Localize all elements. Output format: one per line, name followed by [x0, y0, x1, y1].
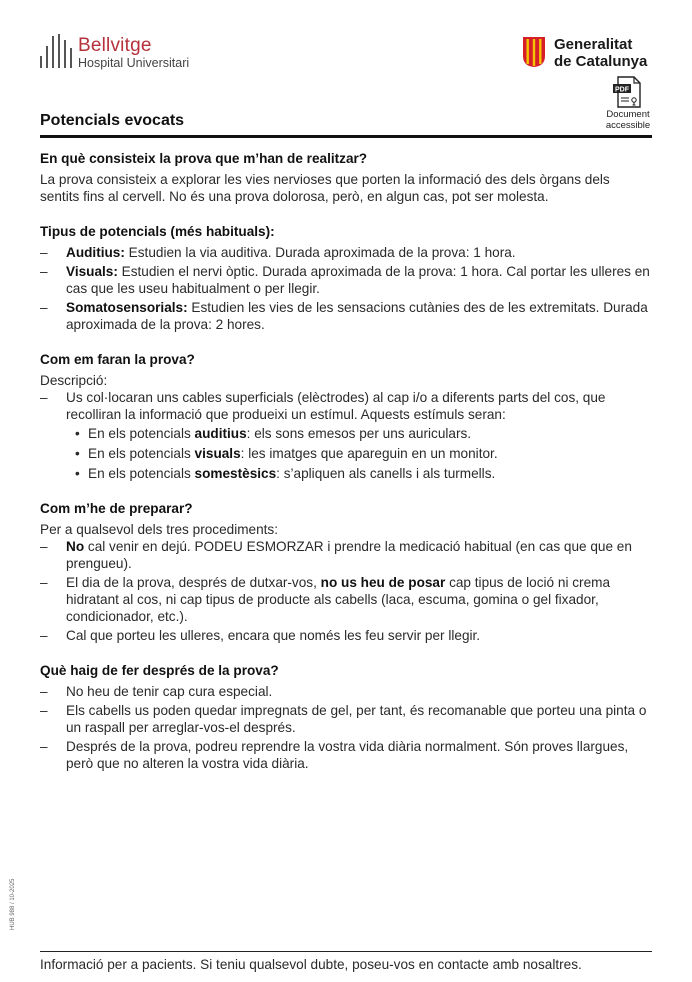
bullet-bold: visuals [194, 446, 241, 461]
gov-name-line2: de Catalunya [554, 53, 648, 70]
section-procedure [40, 351, 652, 482]
title-divider [40, 135, 652, 138]
list-item [40, 627, 652, 644]
item-bold: Somatosensorials: [66, 300, 188, 315]
section-after-test [40, 662, 652, 772]
hospital-logo [40, 34, 189, 70]
bullet-bold: somestèsics [194, 466, 277, 481]
accessible-label-line1: Document [606, 109, 650, 120]
list-item [40, 574, 652, 625]
list-item [40, 538, 652, 572]
list-item: – Després de la prova, podreu reprendre la vostra vida diària normalment. Són proves llargues, però que no alteren la vostra vida diària. [40, 738, 652, 772]
document-code: HUB 988 / 10-2025 [10, 878, 16, 930]
item-text: Estudien la via auditiva. Durada aproximada de la prova: 1 hora. [124, 245, 516, 260]
bullet-text: : les imatges que apareguin en un monitor. [240, 446, 498, 461]
item-text: Estudien les vies de les sensacions cutànies des de les extremitats. Durada aproximada de la prova: 2 hores. [66, 300, 648, 332]
list-item [40, 263, 652, 297]
bullet-text: : s’apliquen als canells i als turmells. [276, 466, 496, 481]
catalan-shield-icon [522, 36, 546, 68]
list-item [40, 299, 652, 333]
item-text: El dia de la prova, després de dutxar-vos, [66, 575, 321, 590]
footer-text: Informació per a pacients. Si teniu qualsevol dubte, poseu-vos en contacte amb nosaltres. [40, 957, 582, 972]
list-item [40, 389, 652, 482]
list-item [40, 244, 652, 261]
item-bold: Visuals: [66, 264, 118, 279]
list-item: – Els cabells us poden quedar impregnats de gel, per tant, és recomanable que porteu una pinta o un raspall per arreglar-vos-el després. [40, 702, 652, 736]
accessible-document-badge [598, 76, 658, 131]
accessible-label-line2: accessible [605, 120, 651, 131]
bullet-text: En els potencials [88, 466, 195, 481]
bullet-text: En els potencials [88, 446, 195, 461]
item-text: Estudien el nervi òptic. Durada aproximada de la prova: 1 hora. Cal portar les ulleres en cas que les useu habitualment o per llegir. [66, 264, 650, 296]
hospital-name: Bellvitge [78, 35, 152, 56]
pdf-document-icon [610, 76, 646, 108]
section-text: La prova consisteix a explorar les vies nervioses que porten la informació des dels òrgans dels sentits fins al cervell. No és una prova dolorosa, però, en algun cas, pot ser molesta. [40, 172, 610, 204]
document-title: Potencials evocats [40, 112, 185, 129]
bullet-item [66, 445, 652, 462]
list-item: – No heu de tenir cap cura especial. [40, 683, 652, 700]
section-what-is-test [40, 150, 652, 205]
item-text: Cal que porteu les ulleres, encara que només les feu servir per llegir. [66, 628, 481, 643]
gov-name-line1: Generalitat [554, 36, 633, 53]
bullet-text: En els potencials [88, 426, 195, 441]
section-heading: Tipus de potencials (més habituals): [40, 224, 275, 239]
section-heading: Què haig de fer després de la prova? [40, 663, 279, 678]
generalitat-logo [522, 36, 647, 70]
bullet-text: : els sons emesos per uns auriculars. [246, 426, 472, 441]
bullet-item [66, 465, 652, 482]
section-intro: Descripció: [40, 373, 108, 388]
footer-divider [40, 951, 652, 952]
section-preparation [40, 500, 652, 644]
item-bold: No [66, 539, 85, 554]
section-heading: Com em faran la prova? [40, 352, 195, 367]
section-heading: En què consisteix la prova que m’han de realitzar? [40, 151, 368, 166]
hospital-bars-icon [40, 34, 76, 68]
item-text: cal venir en dejú. PODEU ESMORZAR i prendre la medicació habitual (en cas que que en prengueu). [66, 539, 632, 571]
document-body [40, 150, 652, 790]
bullet-bold: auditius [194, 426, 247, 441]
hospital-subtitle: Hospital Universitari [78, 56, 190, 70]
section-intro: Per a qualsevol dels tres procediments: [40, 522, 279, 537]
section-heading: Com m’he de preparar? [40, 501, 193, 516]
item-bold: Auditius: [66, 245, 125, 260]
item-text: cap tipus de loció ni crema hidratant al cos, ni cap tipus de producte als cabells (laca, escuma, gomina o gel fixador, condicionador, etc.). [66, 575, 611, 624]
item-bold: no us heu de posar [320, 575, 446, 590]
bullet-item [66, 425, 652, 442]
section-types [40, 223, 652, 333]
item-text: Us col·locaran uns cables superficials (elèctrodes) al cap i/o a diferents parts del cos, que recolliran la informació que produeixi un estímul. Aquests estímuls seran: [66, 390, 606, 422]
pdf-label: PDF [615, 86, 629, 94]
